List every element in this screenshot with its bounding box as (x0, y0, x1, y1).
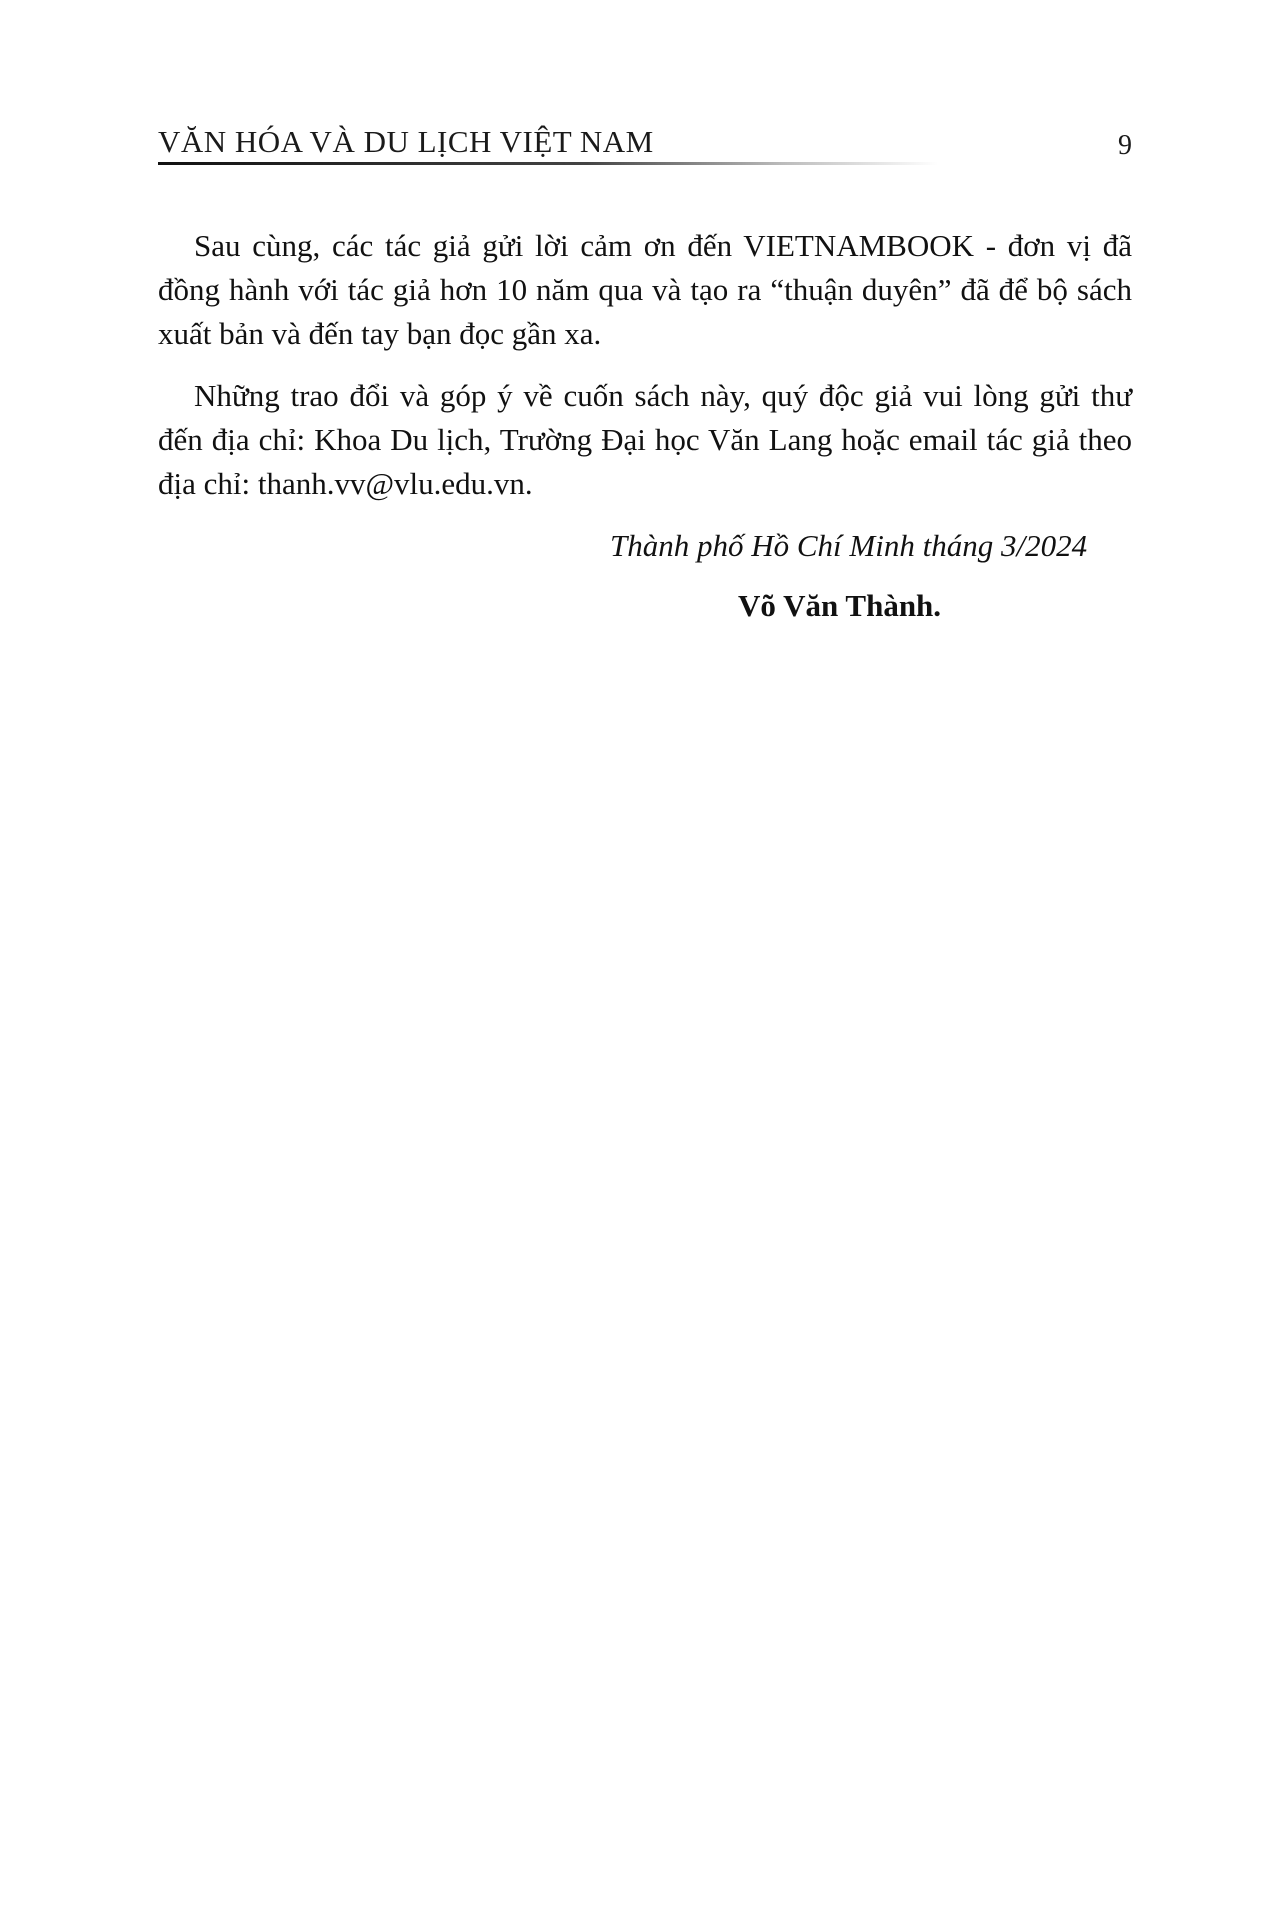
running-title: VĂN HÓA VÀ DU LỊCH VIỆT NAM (158, 124, 654, 159)
running-header (158, 120, 1132, 164)
body-text (158, 224, 1132, 524)
header-rule (158, 162, 938, 165)
page-number: 9 (1118, 130, 1132, 161)
signature-author: Võ Văn Thành. (738, 588, 942, 623)
paragraph-acknowledgement: Sau cùng, các tác giả gửi lời cảm ơn đến VIETNAMBOOK - đơn vị đã đồng hành với tác giả hơn 10 năm qua và tạo ra “thuận duyên” đã để bộ sách xuất bản và đến tay bạn đọc gần xa. (158, 228, 1132, 351)
signature-place-date: Thành phố Hồ Chí Minh tháng 3/2024 (610, 528, 1088, 563)
paragraph-contact: Những trao đổi và góp ý về cuốn sách này, quý độc giả vui lòng gửi thư đến địa chỉ: Khoa Du lịch, Trường Đại học Văn Lang hoặc email tác giả theo địa chỉ: thanh.vv@vlu.edu.vn. (158, 378, 1132, 501)
